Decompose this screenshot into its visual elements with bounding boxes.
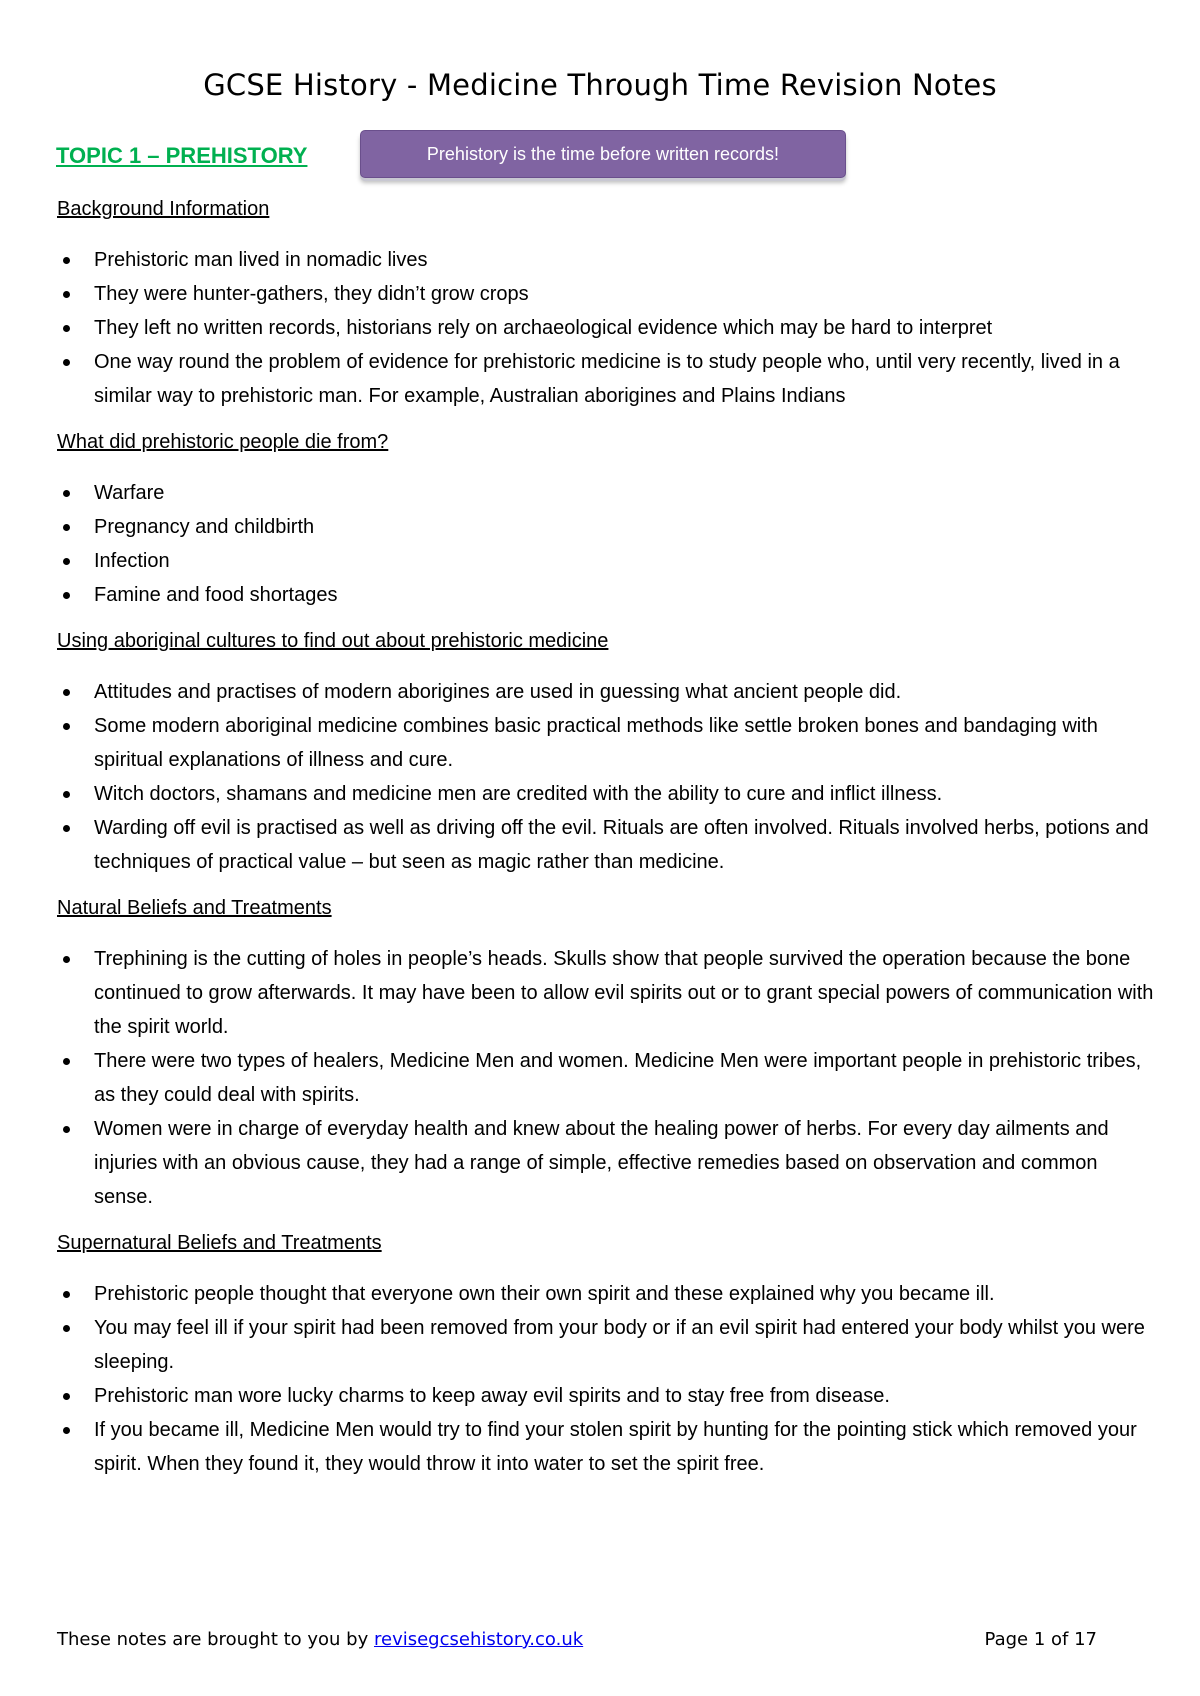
callout-box (360, 130, 846, 178)
list-item: Famine and food shortages (57, 578, 1157, 612)
list-item: You may feel ill if your spirit had been removed from your body or if an evil spirit had entered your body whilst you were sleeping. (57, 1311, 1157, 1379)
section-heading: Supernatural Beliefs and Treatments (57, 1232, 382, 1254)
list-item: One way round the problem of evidence for prehistoric medicine is to study people who, until very recently, lived in a similar way to prehistoric man. For example, Australian aborigines and Plains Indians (57, 345, 1157, 413)
footer-text: These notes are brought to you by (57, 1629, 374, 1650)
list-item: Warding off evil is practised as well as driving off the evil. Rituals are often involved. Rituals involved herbs, potions and techniques of practical value – but seen as magic rather than medicine. (57, 811, 1157, 879)
section-heading: What did prehistoric people die from? (57, 431, 389, 453)
section-heading: Using aboriginal cultures to find out about prehistoric medicine (57, 630, 609, 652)
bullet-list (57, 476, 1157, 612)
section-heading: Background Information (57, 198, 270, 220)
list-item: Attitudes and practises of modern aborigines are used in guessing what ancient people did. (57, 675, 1157, 709)
bullet-list (57, 675, 1157, 879)
section-causes-of-death (57, 429, 1157, 612)
list-item: Infection (57, 544, 1157, 578)
list-item: Prehistoric people thought that everyone own their own spirit and these explained why you became ill. (57, 1277, 1157, 1311)
topic-heading: TOPIC 1 – PREHISTORY (56, 143, 308, 168)
list-item: Some modern aboriginal medicine combines basic practical methods like settle broken bones and bandaging with spiritual explanations of illness and cure. (57, 709, 1157, 777)
page-footer (57, 1629, 1097, 1650)
list-item: Warfare (57, 476, 1157, 510)
list-item: They were hunter-gathers, they didn’t grow crops (57, 277, 1157, 311)
list-item: Pregnancy and childbirth (57, 510, 1157, 544)
bullet-list (57, 1277, 1157, 1481)
bullet-list (57, 243, 1157, 413)
section-supernatural-beliefs (57, 1230, 1157, 1481)
list-item: If you became ill, Medicine Men would try to find your stolen spirit by hunting for the pointing stick which removed your spirit. When they found it, they would throw it into water to set the spirit free. (57, 1413, 1157, 1481)
document-title: GCSE History - Medicine Through Time Revision Notes (203, 68, 997, 102)
footer-link[interactable]: revisegcsehistory.co.uk (374, 1629, 584, 1650)
list-item: Witch doctors, shamans and medicine men are credited with the ability to cure and inflict illness. (57, 777, 1157, 811)
list-item: There were two types of healers, Medicine Men and women. Medicine Men were important people in prehistoric tribes, as they could deal with spirits. (57, 1044, 1157, 1112)
bullet-list (57, 942, 1157, 1214)
page-number: Page 1 of 17 (984, 1629, 1097, 1650)
list-item: Trephining is the cutting of holes in people’s heads. Skulls show that people survived the operation because the bone continued to grow afterwards. It may have been to allow evil spirits out or to grant special powers of communication with the spirit world. (57, 942, 1157, 1044)
section-heading: Natural Beliefs and Treatments (57, 897, 332, 919)
callout-text: Prehistory is the time before written records! (426, 143, 780, 164)
section-background-information (57, 196, 1157, 413)
list-item: Women were in charge of everyday health and knew about the healing power of herbs. For every day ailments and injuries with an obvious cause, they had a range of simple, effective remedies based on observation and common sense. (57, 1112, 1157, 1214)
list-item: They left no written records, historians rely on archaeological evidence which may be hard to interpret (57, 311, 1157, 345)
list-item: Prehistoric man wore lucky charms to keep away evil spirits and to stay free from disease. (57, 1379, 1157, 1413)
section-natural-beliefs (57, 895, 1157, 1214)
notes-body (57, 196, 1157, 1497)
list-item: Prehistoric man lived in nomadic lives (57, 243, 1157, 277)
section-aboriginal-cultures (57, 628, 1157, 879)
footer-credit (57, 1629, 583, 1650)
